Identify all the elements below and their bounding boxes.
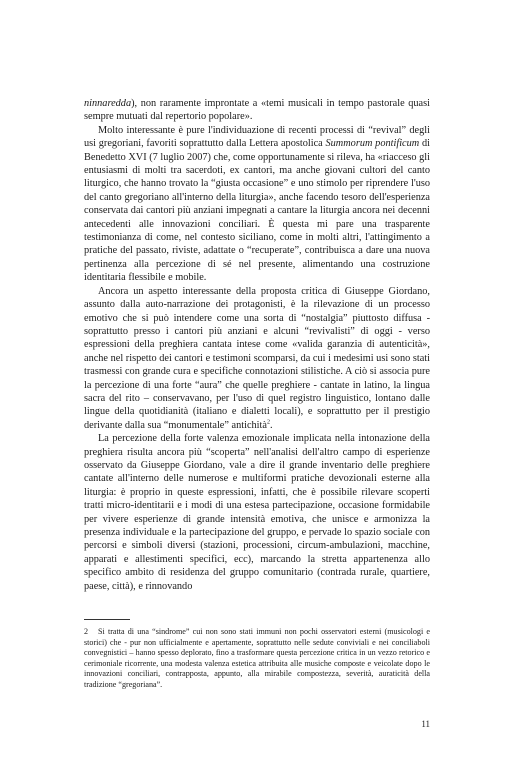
paragraph (84, 97, 430, 124)
text-run: . (269, 419, 273, 431)
footnotes (84, 627, 430, 691)
body-text (84, 97, 430, 593)
footnote-2 (84, 627, 430, 691)
italic-text: Summorum pontificum (325, 138, 420, 150)
text-run: Ancora un aspetto interessante della proposta critica di Giuseppe Giordano, assunto dalla auto-narrazione dei protagonisti, è la rilevazione di un processo emotivo che si può intendere come una sorta di “nostalgia” piuttosto diffusa - soprattutto presso i cantori più anziani e alcuni “revivalisti” di oggi - verso espressioni della preghiera cantata intese come «valida garanzia di autenticità», anche nel rispetto dei cantori e testimoni scomparsi, da cui i medesimi usi sono stati trasmessi con grande cura e specifiche connotazioni stilistiche. A ciò si associa pure la percezione di una forte “aura” che quelle preghiere - cantate in latino, la lingua sacra del rito – conservavano, per l'uso di quel registro linguistico, lontano dalle lingue della quotidianità (italiano e dialetti locali), e soprattutto per il prestigio derivante dalla sua “monumentale” antichità (84, 285, 430, 431)
footnote-reference: 2 (266, 419, 270, 426)
paragraph (84, 432, 430, 593)
italic-text: ninnaredda (84, 98, 132, 109)
text-run: di Benedetto XVI (7 luglio 2007) che, come opportunamente si rileva, ha «riacceso gli entusiasmi di molti tra sacerdoti, ex cantori, ma anche giovani cultori del canto liturgico, che hanno trovato la “giusta occasione” e uno stimolo per riprendere l'uso del canto gregoriano all'interno della liturgia», anche facendo tesoro dell'esperienza conservata dai cantori più anziani impegnati a cantare la liturgia ancora nei decenni antecedenti alle innovazioni conciliari. È questa mi pare una trasparente testimonianza di come, nel contesto siciliano, come in molti altri, l'attingimento a pratiche del passato, riviste, adattate o “recuperate”, contribuisca a dare una nuova pertinenza alla percezione di sé nel presente, alimentando una costruzione identitaria flessibile e mobile. (84, 138, 430, 284)
text-run: ), non raramente improntate a «temi musicali in tempo pastorale quasi sempre mutuati dal repertorio popolare». (84, 98, 430, 123)
paragraph (84, 124, 430, 285)
text-run: Molto interessante è pure l'individuazione di recenti processi di “revival” degli usi gregoriani, favoriti soprattutto dalla Lettera apostolica (84, 124, 430, 150)
text-run: La percezione della forte valenza emozionale implicata nella intonazione della preghiera risulta ancora più “scoperta” nell'analisi dell'altro campo di esperienze osservato da Giuseppe Giordano, vale a dire il grande inventario delle preghiere cantate all'interno delle numerose e multiformi pratiche devozionali esterne alla liturgia: è proprio in queste espressioni, infatti, che è possibile rilevare scoperti tratti micro-identitarii e i modi di una estesa partecipazione, occasione formidabile per vivere esperienze di grande intensità emotiva, che unisce e armonizza la presenza individuale e la partecipazione del gruppo, e pervade lo spazio sociale con percorsi e simboli diversi (stazioni, processioni, circum-ambulazioni, macchine, apparati e allestimenti specifici, ecc), marcando la stretta appartenenza allo specifico ambito di residenza del gruppo comunitario (contrada rurale, quartiere, paese, città), e rinnovando (84, 433, 430, 592)
footnote-number: 2 (84, 627, 89, 636)
footnote-text: Si tratta di una “sindrome” cui non sono stati immuni non pochi osservatori esterni (musicologi e storici) che - pur non ufficialmente e apertamente, soprattutto nelle sedute conviviali e nei conciliaboli convegnistici – hanno spesso deplorato, fino a trasformare questa percezione critica in un vezzo retorico e cerimoniale ricorrente, una modesta valenza estetica attribuita alle musiche composte e veicolate dopo le innovazioni conciliari, contrapposta, appunto, alla mirabile compostezza, severità, auraticità della tradizione “gregoriana”. (84, 627, 430, 689)
page-number: 11 (421, 719, 430, 729)
footnote-separator (84, 619, 130, 620)
paragraph (84, 285, 430, 432)
